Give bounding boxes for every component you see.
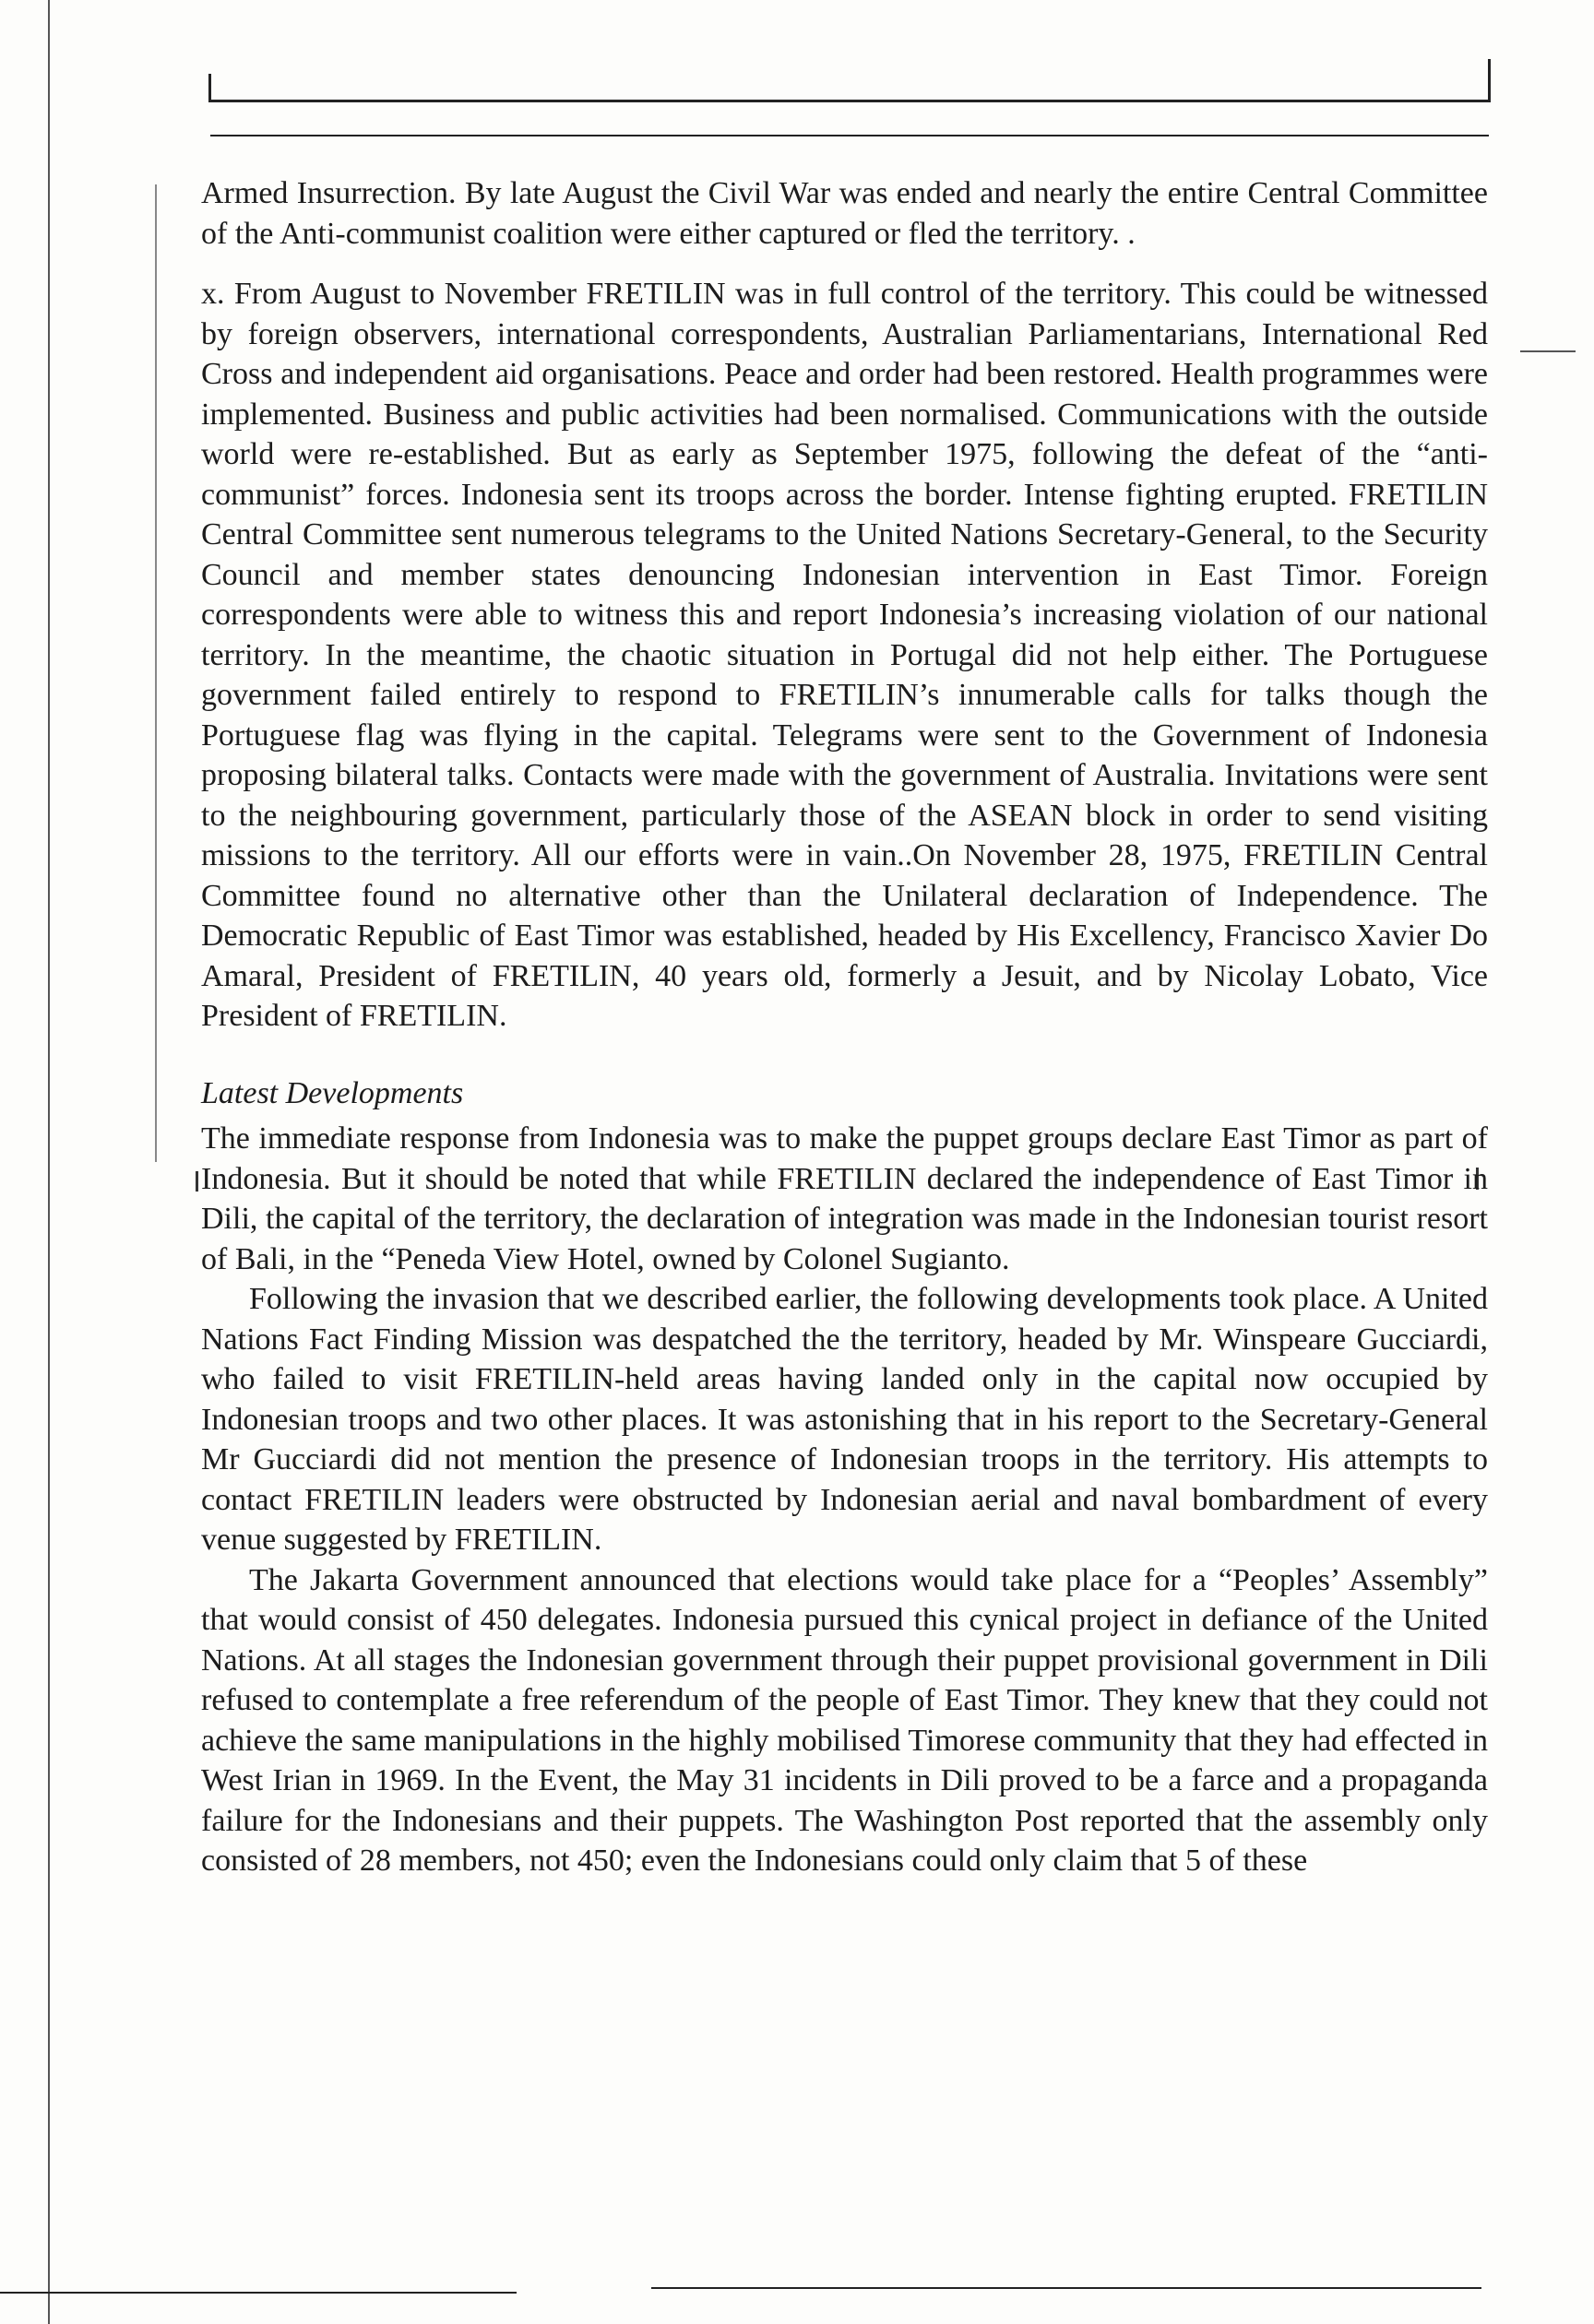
left-margin-line <box>48 0 50 2324</box>
paragraph-jakarta-government: The Jakarta Government announced that elections would take place for a “Peoples’ Assembly” that would consist of 450 delegates. Indonesia pursued this cynical project in defiance of the United Nations. At all stages the Indonesian government through their puppet provisional government in Dili refused to contemplate a free referendum of the people of East Timor. They knew that they could not achieve the same manipulations in the highly mobilised Timorese community that they had effected in West Irian in 1969. In the Event, the May 31 incidents in Dili proved to be a farce and a propaganda failure for the Indonesians and their puppets. The Washington Post reported that the assembly only consisted of 28 members, not 450; even the Indonesians could only claim that 5 of these <box>201 1562 1488 1878</box>
right-margin-dash <box>1520 350 1576 352</box>
footer-rule-left <box>0 2292 517 2294</box>
page-body <box>201 173 1488 1881</box>
top-bracket-left-tick <box>208 74 211 101</box>
paragraph-armed-insurrection: Armed Insurrection. By late August the Civil War was ended and nearly the entire Central Committee of the Anti-communist coalition were either captured or fled the territory. . <box>201 176 1488 251</box>
paragraph-august-november: x. From August to November FRETILIN was in full control of the territory. This could be witnessed by foreign observers, international correspondents, Australian Parliamentarians, International Red Cross and independent aid organisations. Peace and order had been restored. Health programmes were implemented. Business and public activities had been normalised. Communications with the outside world were re-established. But as early as September 1975, following the defeat of the “anti-communist” forces. Indonesia sent its troops across the border. Intense fighting erupted. FRETILIN Central Committee sent numerous telegrams to the United Nations Secretary-General, to the Security Council and member states denouncing Indonesian intervention in East Timor. Foreign correspondents were able to witness this and report Indonesia’s increasing violation of our national territory. In the meantime, the chaotic situation in Portugal did not help either. The Portuguese government failed entirely to respond to FRETILIN’s innumerable calls for talks though the Portuguese flag was flying in the capital. Telegrams were sent to the Government of Indonesia proposing bilateral talks. Contacts were made with the government of Australia. Invitations were sent to the neighbouring government, particularly those of the ASEAN block in order to send visiting missions to the territory. All our efforts were in vain..On November 28, 1975, FRETILIN Central Committee found no alternative other than the Unilateral declaration of Independence. The Democratic Republic of East Timor was established, headed by His Excellency, Francisco Xavier Do Amaral, President of FRETILIN, 40 years old, formerly a Jesuit, and by Nicolay Lobato, Vice President of FRETILIN. <box>201 277 1488 1033</box>
top-bracket-right-tick <box>1488 59 1491 101</box>
section-heading: Latest Developments <box>201 1075 464 1110</box>
paragraph-following-invasion: Following the invasion that we described earlier, the following developments took place. A United Nations Fact Finding Mission was despatched the the territory, headed by Mr. Winspeare Gucciardi, who failed to visit FRETILIN-held areas having landed only in the capital now occupied by Indonesian troops and two other places. It was astonishing that in his report to the Secretary-General Mr Gucciardi did not mention the presence of Indonesian troops in the territory. His attempts to contact FRETILIN leaders were obstructed by Indonesian aerial and naval bombardment of every venue suggested by FRETILIN. <box>201 1282 1488 1557</box>
margin-line-inner <box>155 184 157 1162</box>
paragraph-immediate-response: The immediate response from Indonesia was to make the puppet groups declare East Timor as part of Indonesia. But it should be noted that while FRETILIN declared the independence of East Timor in Dili, the capital of the territory, the declaration of integration was made in the Indonesian tourist resort of Bali, in the “Peneda View Hotel, owned by Colonel Sugianto. <box>201 1121 1488 1276</box>
header-rule <box>210 135 1489 136</box>
top-bracket-rule <box>208 100 1491 102</box>
left-margin-tick-1 <box>196 1171 198 1192</box>
footer-rule-right <box>651 2287 1481 2289</box>
